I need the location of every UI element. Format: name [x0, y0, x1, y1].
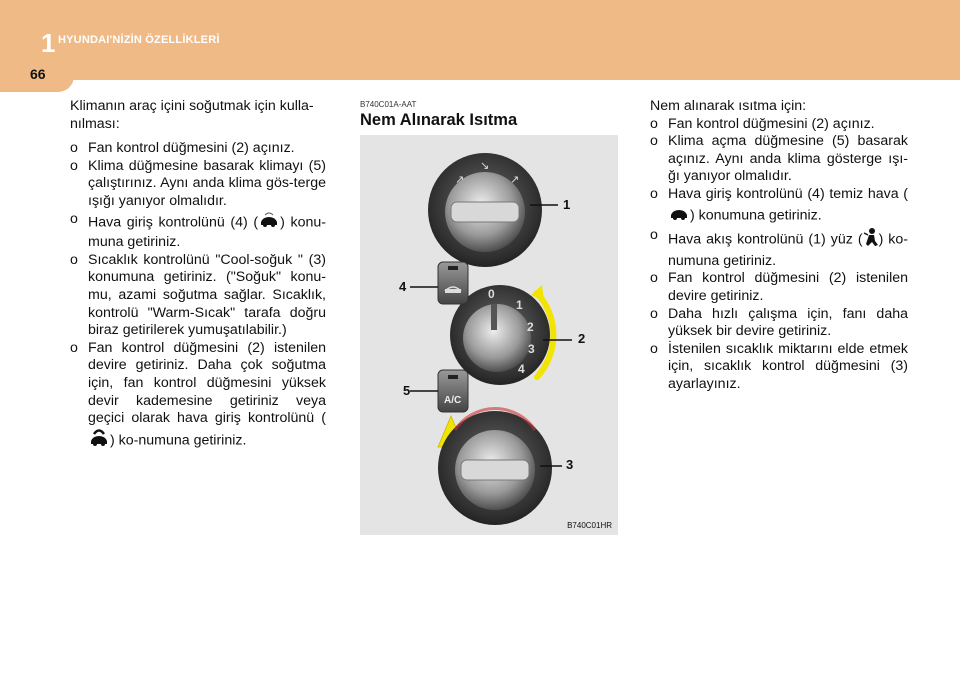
- face-vent-person-icon: [863, 227, 879, 253]
- left-intro: Klimanın araç içini soğutmak için kulla-nılması:: [70, 98, 314, 132]
- callout-1: 1: [563, 197, 571, 212]
- recirculation-button: [438, 262, 468, 304]
- fan-scale-2: 2: [527, 320, 534, 334]
- fan-scale-1: 1: [516, 298, 523, 312]
- list-item: o Hava giriş kontrolünü (4) ( ) konu-muna getiriniz.: [70, 210, 327, 251]
- section-code: B740C01A-AAT: [360, 100, 417, 109]
- climate-control-figure: [360, 135, 618, 535]
- svg-text:↘: ↘: [480, 159, 490, 172]
- ac-button: [438, 370, 468, 412]
- list-item: o Daha hızlı çalışma için, fanı daha yüksek bir devire getiriniz.: [650, 305, 908, 340]
- svg-text:↗: ↗: [455, 173, 465, 186]
- fan-scale-4: 4: [518, 362, 525, 376]
- list-item: o Fan kontrol düğmesini (2) açınız.: [70, 140, 295, 157]
- figure-code: B740C01HR: [567, 521, 612, 530]
- list-item: o Fan kontrol düğmesini (2) istenilen devire getiriniz. Daha çok soğutma için, fan kontrol düğmesini yüksek devir kademesine getiriniz veya geçici olarak hava giriş kontrolünü () ko-numuna getiriniz.: [70, 340, 326, 454]
- chapter-number: 1: [41, 28, 56, 58]
- list-item: o Klima açma düğmesine (5) basarak açınız. Aynı anda klima gösterge ışı-ğı yanıyor olmalıdır.: [650, 133, 908, 185]
- list-item: o Hava giriş kontrolünü (4) temiz hava () konumuna getiriniz.: [650, 186, 908, 227]
- fan-scale-0: 0: [488, 287, 495, 301]
- mode-knob: [428, 153, 542, 267]
- recirculation-car-icon: [258, 211, 280, 235]
- ac-button-label: A/C: [444, 395, 462, 406]
- callout-4: 4: [399, 279, 407, 294]
- callout-5: 5: [403, 383, 411, 398]
- callout-3: 3: [566, 457, 574, 472]
- chapter-title: HYUNDAI'NİZİN ÖZELLİKLERİ: [58, 34, 220, 46]
- section-title: Nem Alınarak Isıtma: [360, 111, 518, 129]
- list-item: o Hava akış kontrolünü (1) yüz ( ) ko-numuna getiriniz.: [650, 227, 908, 269]
- list-item: o Fan kontrol düğmesini (2) açınız.: [650, 115, 875, 132]
- left-column: [70, 98, 326, 453]
- recirculation-car-icon: [88, 428, 110, 454]
- svg-text:↗: ↗: [510, 173, 520, 186]
- right-intro: Nem alınarak ısıtma için:: [650, 98, 807, 114]
- list-item: o Fan kontrol düğmesini (2) istenilen devire getiriniz.: [650, 270, 908, 304]
- callout-2: 2: [578, 331, 586, 346]
- list-item: o Klima düğmesine basarak klimayı (5) çalıştırınız. Aynı anda klima gös-terge ışığı yanıyor olmalıdır.: [70, 157, 326, 209]
- fresh-air-car-icon: [668, 204, 690, 228]
- right-column: [650, 98, 908, 394]
- list-item: o Sıcaklık kontrolünü "Cool-soğuk " (3) konumuna getiriniz. ("Soğuk" konu-mu, azami soğutma sağlar. Sıcaklık, kontrolü "Warm-Sıcak" tarafa doğru biraz getirilerek yumuşatılabilir.): [70, 251, 326, 339]
- list-item: o İstenilen sıcaklık miktarını elde etmek için, sıcaklık kontrol düğmesini (3) ayarlayınız.: [650, 340, 908, 392]
- page-number: 66: [30, 66, 46, 82]
- fan-scale-3: 3: [528, 342, 535, 356]
